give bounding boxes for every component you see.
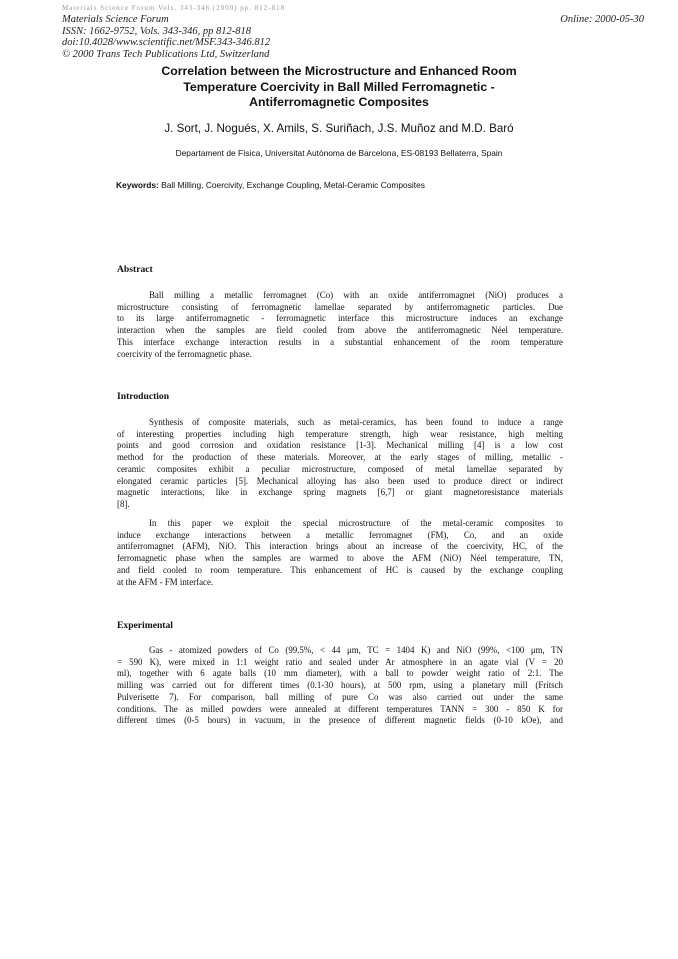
text-line: ml), together with 6 agate balls (10 mm diameter), with a ball to powder weight ratio of 2:1. The bbox=[117, 668, 563, 679]
text-line: coercivity of the ferromagnetic phase. bbox=[117, 348, 252, 359]
text-line: magnetic interactions, like in exchange spring magnets [6,7] or giant magnetoresistance materials bbox=[117, 487, 563, 498]
text-line: [8]. bbox=[117, 498, 130, 509]
text-line: to its large antiferromagnetic - ferromagnetic interface this microstructure induces an exchange bbox=[117, 313, 563, 324]
text-line: Gas - atomized powders of Co (99.5%, < 44 μm, TC = 1404 K) and NiO (99%, <100 μm, TN bbox=[149, 645, 563, 655]
text-line: interaction when the samples are field cooled from above the antiferromagnetic Néel temperature. bbox=[117, 325, 563, 336]
header-ghost-line: Materials Science Forum Vols. 343-346 (2000) pp. 812-818 bbox=[62, 4, 286, 12]
text-line: In this paper we exploit the special microstructure of the metal-ceramic composites to bbox=[149, 518, 563, 528]
text-line: at the AFM - FM interface. bbox=[117, 576, 214, 587]
copyright-line: © 2000 Trans Tech Publications Ltd, Switzerland bbox=[62, 48, 270, 60]
experimental-paragraph bbox=[117, 645, 563, 727]
journal-name: Materials Science Forum bbox=[62, 14, 169, 25]
keywords-text: Ball Milling, Coercivity, Exchange Coupling, Metal-Ceramic Composites bbox=[161, 180, 425, 190]
keywords bbox=[116, 180, 425, 190]
abstract-heading: Abstract bbox=[117, 264, 153, 275]
text-line: different times (0-5 hours) in vacuum, in the presence of different magnetic fields (0-10 kOe), and bbox=[117, 715, 563, 726]
doi-link[interactable]: doi:10.4028/www.scientific.net/MSF.343-346.812 bbox=[62, 37, 271, 49]
text-line: = 590 K), were mixed in 1:1 weight ratio and sealed under Ar atmosphere in an agate vial (V = 20 bbox=[117, 656, 563, 667]
text-line: of interesting properties including high temperature strength, high wear resistance, high melting bbox=[117, 428, 563, 439]
text-line: elongated ceramic particles [5]. Mechanical alloying has also been used to produce direct or indirect bbox=[117, 475, 563, 486]
issn-line: ISSN: 1662-9752, Vols. 343-346, pp 812-818 bbox=[62, 25, 251, 37]
experimental-heading: Experimental bbox=[117, 620, 173, 631]
text-line: method for the production of these materials. Moreover, at the early stages of milling, metallic - bbox=[117, 452, 563, 463]
text-line: Ball milling a metallic ferromagnet (Co) with an oxide antiferromagnet (NiO) produces a bbox=[149, 290, 563, 300]
text-line: ferromagnetic phase when the samples are warmed to above the AFM (NiO) Néel temperature, TN, bbox=[117, 553, 563, 564]
text-line: This interface exchange interaction results in a substantial enhancement of the room temperature bbox=[117, 336, 563, 347]
abstract-paragraph bbox=[117, 290, 563, 360]
online-date: Online: 2000-05-30 bbox=[560, 14, 644, 25]
text-line: milling was carried out for different times (0.1-30 hours), at 500 rpm, using a planetary mill (Fritsch bbox=[117, 680, 563, 691]
introduction-paragraph-1 bbox=[117, 417, 563, 511]
text-line: points and good corrosion and oxidation resistance [1-3]. Mechanical milling [4] is a low cost bbox=[117, 440, 563, 451]
text-line: microstructure consisting of ferromagnetic lamellae separated by antiferromagnetic particles. Due bbox=[117, 301, 563, 312]
introduction-heading: Introduction bbox=[117, 391, 170, 402]
title-line: Antiferromagnetic Composites bbox=[249, 95, 429, 109]
introduction-paragraph-2 bbox=[117, 518, 563, 588]
text-line: and field cooled to room temperature. This enhancement of HC is caused by the exchange coupling bbox=[117, 564, 563, 575]
paper-title bbox=[100, 64, 578, 111]
keywords-label: Keywords: bbox=[116, 180, 159, 190]
title-line: Temperature Coercivity in Ball Milled Ferromagnetic - bbox=[183, 79, 495, 94]
text-line: antiferromagnet (AFM), NiO. This interaction brings about an increase of the coercivity, HC, of the bbox=[117, 541, 563, 552]
author-list: J. Sort, J. Nogués, X. Amils, S. Suriñach, J.S. Muñoz and M.D. Baró bbox=[164, 122, 514, 135]
text-line: ceramic composites exhibit a peculiar microstructure, composed of metal lamellae separated by bbox=[117, 463, 563, 474]
affiliation: Departament de Física, Universitat Autònoma de Barcelona, ES-08193 Bellaterra, Spain bbox=[175, 148, 503, 158]
title-line: Correlation between the Microstructure and Enhanced Room bbox=[161, 64, 517, 78]
text-line: conditions. The as milled powders were annealed at different temperatures TANN = 300 - 850 K for bbox=[117, 703, 563, 714]
text-line: induce exchange interactions between a metallic ferromagnet (FM), Co, and an oxide bbox=[117, 529, 563, 540]
text-line: Pulverisette 7). For comparison, ball milling of pure Co was also carried out under the same bbox=[117, 691, 563, 702]
publication-metadata bbox=[62, 14, 270, 60]
text-line: Synthesis of composite materials, such as metal-ceramics, has been found to induce a range bbox=[149, 417, 563, 427]
